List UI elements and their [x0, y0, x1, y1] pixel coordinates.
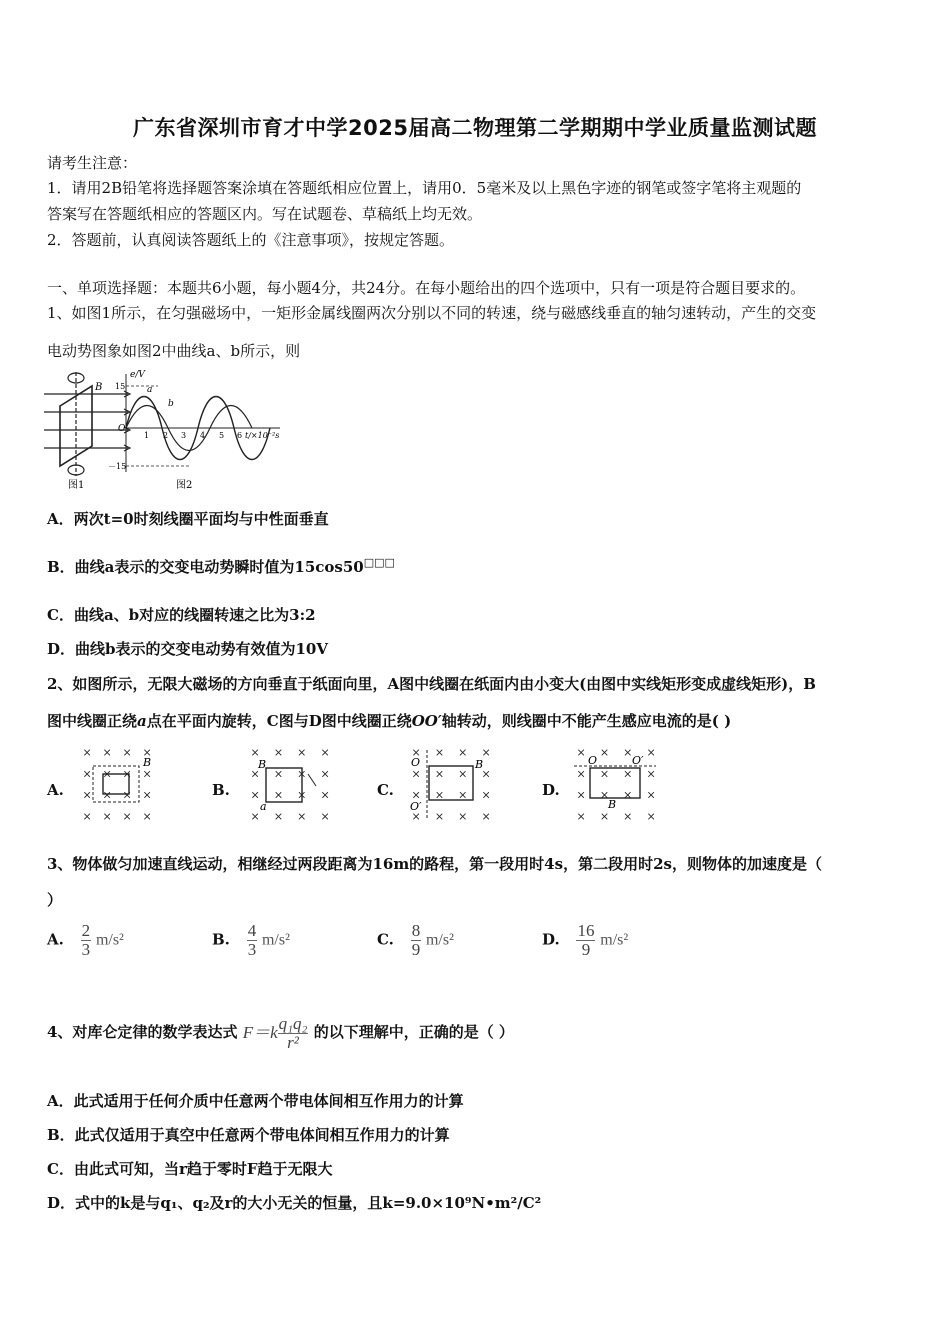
figure-2-curve-b: b — [168, 399, 174, 409]
q2-figure-c — [405, 744, 495, 824]
field-cross-icon: × — [458, 767, 468, 781]
field-cross-icon: × — [122, 788, 132, 802]
notice-line-1: 1．请用2B铅笔将选择题答案涂填在答题纸相应位置上，请用0．5毫米及以上黑色字迹的钢笔或签字笔将主观题的 — [47, 179, 802, 197]
q2-label-c: C. — [377, 781, 394, 799]
field-cross-icon: × — [599, 810, 610, 823]
field-cross-icon: × — [82, 746, 92, 759]
q2-figure-d — [570, 744, 660, 824]
q2-figure-c-field-label: B — [475, 758, 484, 771]
q3-option-d-letter: D. — [542, 930, 560, 949]
q2-label-d: D. — [542, 781, 560, 799]
q4-formula-denominator: r² — [287, 1032, 299, 1052]
q3-option-a — [47, 922, 124, 959]
q1-option-b-text: B．曲线a表示的交变电动势瞬时值为15cos50 — [47, 558, 364, 576]
figure-2-tick-5: 5 — [219, 431, 225, 440]
q1-option-b-missing-glyphs: □□□ — [363, 556, 395, 569]
q3-option-d-denominator: 9 — [581, 940, 591, 959]
field-cross-icon: × — [297, 810, 307, 823]
q1-option-c: C．曲线a、b对应的线圈转速之比为3:2 — [47, 606, 316, 624]
q3-option-b-numerator: 4 — [247, 921, 257, 940]
field-cross-icon: × — [122, 767, 132, 781]
q3-option-b-denominator: 3 — [247, 940, 257, 959]
figure-2-tick-6: 6 — [237, 431, 243, 440]
notice-line-2: 答案写在答题纸相应的答题区内。写在试题卷、草稿纸上均无效。 — [47, 205, 483, 223]
q2-label-b: B. — [212, 781, 230, 799]
field-cross-icon: × — [434, 746, 445, 759]
q2-stem-text-1: 图中线圈正绕 — [47, 712, 138, 730]
figure-2-y-axis-label: e/V — [130, 370, 145, 380]
q2-stem-text-2: 点在平面内旋转，C图与D图中线圈正绕 — [146, 712, 412, 730]
field-cross-icon: × — [122, 746, 132, 759]
q3-option-d-numerator: 16 — [577, 921, 595, 940]
q4-formula-lhs: F＝k — [242, 1023, 278, 1042]
field-cross-icon: × — [273, 810, 284, 823]
field-cross-icon: × — [411, 810, 421, 823]
field-cross-icon: × — [434, 810, 445, 823]
field-cross-icon: × — [646, 788, 656, 802]
q2-stem-point-a: a — [137, 712, 147, 730]
field-cross-icon: × — [82, 810, 92, 823]
q2-stem-line-1: 2、如图所示，无限大磁场的方向垂直于纸面向里，A图中线圈在纸面内由小变大(由图中实线矩形变成虚线矩形)，B — [47, 675, 816, 693]
field-cross-icon: × — [320, 810, 330, 823]
field-cross-icon: × — [576, 746, 586, 759]
field-cross-icon: × — [102, 810, 112, 823]
q2-figure-d-field-label: B — [608, 798, 617, 811]
field-cross-icon: × — [599, 788, 610, 802]
field-cross-icon: × — [411, 788, 421, 802]
q2-label-a: A. — [47, 781, 64, 799]
figure-2-caption: 图2 — [176, 480, 193, 491]
q4-option-c: C．由此式可知，当r趋于零时F趋于无限大 — [47, 1160, 333, 1178]
field-cross-icon: × — [411, 746, 421, 759]
q4-stem — [47, 1012, 514, 1053]
field-cross-icon: × — [142, 746, 152, 759]
field-cross-icon: × — [102, 788, 112, 802]
figure-1-caption: 图1 — [68, 480, 85, 491]
q4-option-d: D．式中的k是与q₁、q₂及r的大小无关的恒量，且k=9.0×10⁹N•m²/C² — [47, 1194, 542, 1212]
section-heading: 一、单项选择题：本题共6小题，每小题4分，共24分。在每小题给出的四个选项中，只有一项是符合题目要求的。 — [47, 279, 806, 297]
field-cross-icon: × — [411, 767, 421, 781]
q3-option-c-denominator: 9 — [411, 940, 421, 959]
field-cross-icon: × — [458, 746, 468, 759]
q3-option-c-unit: m/s² — [425, 931, 454, 949]
figure-1-field-label: B — [95, 382, 103, 393]
q2-figure-c-axis-o: O — [411, 756, 421, 769]
field-cross-icon: × — [297, 746, 307, 759]
q4-formula-fraction — [278, 1015, 309, 1052]
q3-stem-line-2: ） — [47, 891, 63, 909]
q3-option-c-letter: C. — [377, 930, 394, 949]
field-cross-icon: × — [82, 788, 92, 802]
q3-option-a-unit: m/s² — [95, 931, 124, 949]
q3-option-b-letter: B. — [212, 930, 230, 949]
notice-heading: 请考生注意： — [47, 154, 138, 172]
q4-stem-text-1: 4、对库仑定律的数学表达式 — [47, 1023, 238, 1041]
field-cross-icon: × — [458, 810, 468, 823]
q4-formula-numerator: q₁q₂ — [278, 1013, 308, 1033]
field-cross-icon: × — [623, 746, 633, 759]
field-cross-icon: × — [142, 810, 152, 823]
field-cross-icon: × — [297, 767, 307, 781]
q3-option-a-denominator: 3 — [81, 940, 91, 959]
figure-2-tick-1: 1 — [144, 431, 150, 440]
q3-option-a-letter: A. — [47, 930, 64, 949]
q3-option-d-unit: m/s² — [600, 931, 629, 949]
field-cross-icon: × — [623, 810, 633, 823]
figure-2-neg-15: －15 — [108, 462, 127, 471]
q2-figure-d-axis-o: O — [588, 754, 598, 767]
q2-stem-line-2 — [47, 710, 731, 731]
field-cross-icon: × — [434, 788, 445, 802]
q2-stem-axis: OO′ — [411, 712, 442, 730]
q1-stem-line-2: 电动势图象如图2中曲线a、b所示，则 — [47, 342, 301, 360]
field-cross-icon: × — [102, 746, 112, 759]
figure-2-pos-15: 15 — [115, 382, 126, 391]
q3-option-c-numerator: 8 — [411, 921, 421, 940]
q4-option-a: A．此式适用于任何介质中任意两个带电体间相互作用力的计算 — [47, 1092, 464, 1110]
field-cross-icon: × — [481, 746, 491, 759]
field-cross-icon: × — [273, 788, 284, 802]
q2-figure-b — [244, 744, 334, 824]
field-cross-icon: × — [250, 788, 260, 802]
q2-figure-a — [76, 744, 156, 824]
q2-figure-b-point-a: a — [260, 800, 267, 813]
field-cross-icon: × — [599, 746, 610, 759]
field-cross-icon: × — [623, 788, 633, 802]
figure-2-curve-a: a — [147, 385, 153, 395]
q3-option-b-fraction — [247, 922, 258, 959]
q4-option-b: B．此式仅适用于真空中任意两个带电体间相互作用力的计算 — [47, 1126, 450, 1144]
q2-stem-text-3: 轴转动，则线圈中不能产生感应电流的是( ) — [441, 712, 732, 730]
q4-stem-text-2: 的以下理解中，正确的是（ ） — [313, 1023, 514, 1041]
figure-2-x-axis-label: t/×10⁻²s — [245, 431, 280, 440]
q1-option-b — [47, 556, 395, 577]
q2-figure-a-field-label: B — [143, 756, 152, 769]
q3-option-a-numerator: 2 — [81, 921, 91, 940]
field-cross-icon: × — [250, 810, 260, 823]
q2-figure-c-axis-o-prime: O′ — [410, 800, 422, 813]
q3-option-c — [377, 922, 454, 959]
q1-figure — [40, 366, 290, 494]
q3-option-b — [212, 922, 290, 959]
field-cross-icon: × — [142, 788, 152, 802]
field-cross-icon: × — [646, 746, 656, 759]
field-cross-icon: × — [297, 788, 307, 802]
field-cross-icon: × — [646, 810, 656, 823]
field-cross-icon: × — [434, 767, 445, 781]
field-cross-icon: × — [250, 746, 260, 759]
field-cross-icon: × — [646, 767, 656, 781]
figure-2-tick-4: 4 — [200, 431, 206, 440]
field-cross-icon: × — [320, 767, 330, 781]
field-cross-icon: × — [576, 788, 586, 802]
q3-option-c-fraction — [411, 922, 422, 959]
q1-option-a: A．两次t=0时刻线圈平面均与中性面垂直 — [47, 510, 329, 528]
figure-2-tick-2: 2 — [163, 431, 169, 440]
q3-option-a-fraction — [81, 922, 92, 959]
field-cross-icon: × — [576, 810, 586, 823]
q1-stem-line-1: 1、如图1所示，在匀强磁场中，一矩形金属线圈两次分别以不同的转速，绕与磁感线垂直的轴匀速转动，产生的交变 — [47, 304, 817, 322]
field-cross-icon: × — [82, 767, 92, 781]
field-cross-icon: × — [320, 788, 330, 802]
page-title: 广东省深圳市育才中学2025届高二物理第二学期期中学业质量监测试题 — [133, 116, 817, 140]
field-cross-icon: × — [599, 767, 610, 781]
field-cross-icon: × — [250, 767, 260, 781]
field-cross-icon: × — [481, 767, 491, 781]
q3-option-d-fraction — [576, 922, 595, 959]
q1-option-d: D．曲线b表示的交变电动势有效值为10V — [47, 640, 329, 658]
field-cross-icon: × — [142, 767, 152, 781]
field-cross-icon: × — [481, 788, 491, 802]
notice-line-3: 2．答题前，认真阅读答题纸上的《注意事项》，按规定答题。 — [47, 231, 455, 249]
field-cross-icon: × — [576, 767, 586, 781]
field-cross-icon: × — [273, 746, 284, 759]
q3-option-d — [542, 922, 628, 959]
field-cross-icon: × — [102, 767, 112, 781]
q2-figure-d-axis-o-prime: O′ — [632, 754, 644, 767]
figure-2-origin: O — [118, 424, 126, 434]
q2-figure-b-field-label: B — [258, 758, 267, 771]
field-cross-icon: × — [122, 810, 132, 823]
figure-2-tick-3: 3 — [181, 431, 187, 440]
q3-option-b-unit: m/s² — [261, 931, 290, 949]
field-cross-icon: × — [320, 746, 330, 759]
q3-stem-line-1: 3、物体做匀加速直线运动，相继经过两段距离为16m的路程，第一段用时4s，第二段用时2s，则物体的加速度是（ — [47, 855, 822, 873]
field-cross-icon: × — [623, 767, 633, 781]
field-cross-icon: × — [273, 767, 284, 781]
field-cross-icon: × — [458, 788, 468, 802]
field-cross-icon: × — [481, 810, 491, 823]
